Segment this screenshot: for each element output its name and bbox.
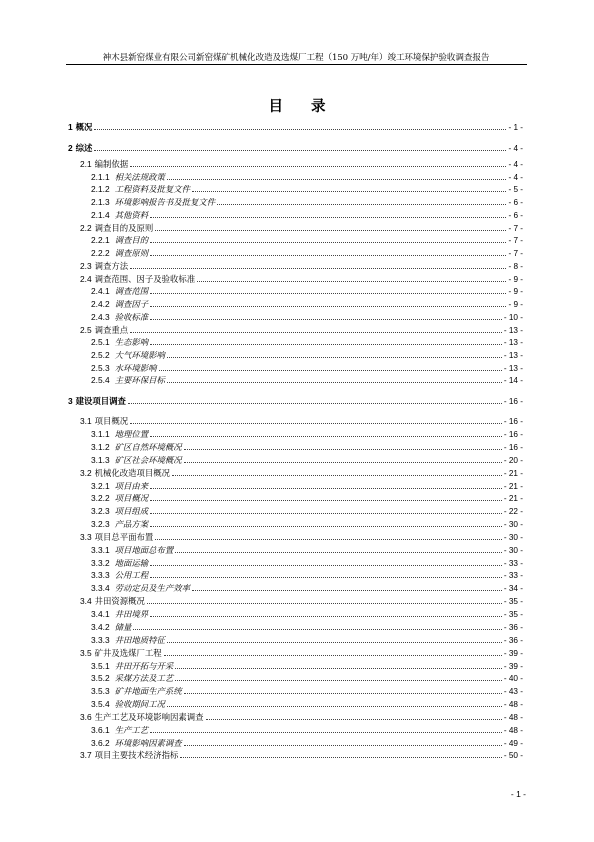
toc-entry-number: 3.5.2 bbox=[91, 673, 110, 683]
toc-entry-page: - 14 - bbox=[503, 376, 523, 385]
toc-entry[interactable] bbox=[68, 335, 523, 348]
toc-entry-page: - 16 - bbox=[503, 417, 523, 426]
toc-dot-leader bbox=[150, 216, 506, 218]
toc-entry[interactable] bbox=[68, 141, 523, 154]
toc-entry-label: 矿区自然环境概况 bbox=[114, 442, 182, 452]
toc-dot-leader bbox=[150, 564, 502, 566]
toc-entry-page: - 5 - bbox=[508, 185, 523, 194]
toc-entry-page: - 9 - bbox=[508, 275, 523, 284]
toc-entry-number: 3.3.3 bbox=[91, 635, 110, 645]
toc-entry[interactable] bbox=[68, 530, 523, 543]
toc-entry-label: 储量 bbox=[114, 622, 132, 632]
toc-entry-label: 项目由来 bbox=[114, 481, 149, 491]
toc-entry-page: - 6 - bbox=[508, 198, 523, 207]
toc-entry-page: - 10 - bbox=[503, 313, 523, 322]
toc-entry[interactable] bbox=[68, 259, 523, 272]
toc-entry[interactable] bbox=[68, 246, 523, 259]
toc-entry-label: 主要环保目标 bbox=[114, 375, 165, 385]
toc-entry-page: - 13 - bbox=[503, 338, 523, 347]
toc-entry-number: 2.2.1 bbox=[91, 235, 110, 245]
toc-entry-number: 2.1.4 bbox=[91, 210, 110, 220]
toc-dot-leader bbox=[94, 128, 506, 130]
toc-entry-label: 劳动定员及生产效率 bbox=[114, 583, 191, 593]
toc-entry-page: - 9 - bbox=[508, 287, 523, 296]
toc-entry-page: - 34 - bbox=[503, 584, 523, 593]
toc-entry-number: 3.5 bbox=[80, 648, 92, 658]
toc-dot-leader bbox=[147, 602, 502, 604]
toc-entry-number: 2.1.1 bbox=[91, 172, 110, 182]
toc-entry-number: 3 bbox=[68, 396, 73, 406]
toc-entry-label: 调查重点 bbox=[94, 325, 129, 335]
toc-entry-number: 3.5.3 bbox=[91, 686, 110, 696]
toc-dot-leader bbox=[155, 538, 502, 540]
toc-entry[interactable] bbox=[68, 607, 523, 620]
toc-entry-number: 2.1 bbox=[80, 159, 92, 169]
toc-dot-leader bbox=[164, 654, 502, 656]
toc-entry-page: - 33 - bbox=[503, 571, 523, 580]
toc-dot-leader bbox=[184, 461, 502, 463]
toc-entry-number: 1 bbox=[68, 122, 73, 132]
toc-entry-label: 采煤方法及工艺 bbox=[114, 673, 174, 683]
toc-entry-label: 调查原则 bbox=[114, 248, 149, 258]
toc-entry-page: - 50 - bbox=[503, 751, 523, 760]
toc-dot-leader bbox=[159, 369, 502, 371]
toc-entry-page: - 6 - bbox=[508, 211, 523, 220]
toc-entry-number: 3.7 bbox=[80, 750, 92, 760]
toc-entry[interactable] bbox=[68, 394, 523, 407]
toc-dot-leader bbox=[150, 318, 502, 320]
toc-entry[interactable] bbox=[68, 157, 523, 170]
header-rule bbox=[66, 64, 527, 65]
toc-entry[interactable] bbox=[68, 440, 523, 453]
toc-dot-leader bbox=[150, 487, 502, 489]
toc-entry[interactable] bbox=[68, 748, 523, 761]
toc-entry-page: - 20 - bbox=[503, 456, 523, 465]
toc-entry-label: 调查目的 bbox=[114, 235, 149, 245]
toc-entry-number: 3.2.1 bbox=[91, 481, 110, 491]
toc-entry-number: 3.4.1 bbox=[91, 609, 110, 619]
page-number: - 1 - bbox=[510, 789, 526, 799]
toc-entry-label: 水环境影响 bbox=[114, 363, 157, 373]
toc-dot-leader bbox=[172, 474, 502, 476]
toc-dot-leader bbox=[180, 756, 501, 758]
toc-entry-page: - 4 - bbox=[508, 173, 523, 182]
toc-entry-page: - 8 - bbox=[508, 262, 523, 271]
toc-entry-label: 调查因子 bbox=[114, 299, 149, 309]
toc-entry[interactable] bbox=[68, 195, 523, 208]
toc-entry-label: 验收标准 bbox=[114, 312, 149, 322]
toc-entry-number: 3.1.1 bbox=[91, 429, 110, 439]
toc-entry[interactable] bbox=[68, 310, 523, 323]
toc-entry-number: 2.2.2 bbox=[91, 248, 110, 258]
toc-dot-leader bbox=[150, 241, 506, 243]
toc-entry-label: 生产工艺 bbox=[114, 725, 149, 735]
toc-entry-page: - 30 - bbox=[503, 533, 523, 542]
toc-entry-page: - 22 - bbox=[503, 507, 523, 516]
toc-entry-page: - 30 - bbox=[503, 546, 523, 555]
toc-entry-number: 2.1.3 bbox=[91, 197, 110, 207]
toc-entry-page: - 43 - bbox=[503, 687, 523, 696]
toc-entry-page: - 21 - bbox=[503, 494, 523, 503]
toc-entry-page: - 4 - bbox=[508, 144, 523, 153]
toc-entry[interactable] bbox=[68, 297, 523, 310]
toc-entry[interactable] bbox=[68, 208, 523, 221]
toc-entry[interactable] bbox=[68, 233, 523, 246]
toc-entry-number: 3.3.2 bbox=[91, 558, 110, 568]
toc-dot-leader bbox=[133, 628, 501, 630]
toc-entry-page: - 16 - bbox=[503, 397, 523, 406]
toc-entry-page: - 7 - bbox=[508, 236, 523, 245]
toc-entry-label: 项目总平面布置 bbox=[94, 532, 154, 542]
toc-entry[interactable] bbox=[68, 284, 523, 297]
toc-entry[interactable] bbox=[68, 517, 523, 530]
toc-entry-page: - 4 - bbox=[508, 160, 523, 169]
toc-entry-label: 产品方案 bbox=[114, 519, 149, 529]
toc-dot-leader bbox=[175, 551, 502, 553]
toc-entry-page: - 7 - bbox=[508, 224, 523, 233]
toc-entry-label: 项目概况 bbox=[114, 493, 149, 503]
toc-entry-number: 2.4.2 bbox=[91, 299, 110, 309]
toc-dot-leader bbox=[167, 356, 502, 358]
toc-entry-label: 调查方法 bbox=[94, 261, 129, 271]
toc-entry-number: 3.1.2 bbox=[91, 442, 110, 452]
toc-dot-leader bbox=[217, 203, 506, 205]
toc-entry-label: 项目组成 bbox=[114, 506, 149, 516]
toc-entry-label: 机械化改造项目概况 bbox=[94, 468, 171, 478]
toc-entry-label: 地理位置 bbox=[114, 429, 149, 439]
toc-entry[interactable] bbox=[68, 543, 523, 556]
toc-entry-label: 调查目的及原则 bbox=[94, 223, 154, 233]
toc-entry-number: 2.4.1 bbox=[91, 286, 110, 296]
toc-entry-page: - 39 - bbox=[503, 662, 523, 671]
toc-dot-leader bbox=[175, 679, 502, 681]
toc-entry[interactable] bbox=[68, 697, 523, 710]
toc-entry-label: 建设项目调查 bbox=[75, 396, 126, 406]
title-char-1: 目 bbox=[268, 98, 283, 115]
toc-entry-number: 3.5.1 bbox=[91, 661, 110, 671]
toc-entry-page: - 48 - bbox=[503, 726, 523, 735]
toc-entry-number: 2 bbox=[68, 143, 73, 153]
toc-entry[interactable] bbox=[68, 646, 523, 659]
toc-entry[interactable] bbox=[68, 620, 523, 633]
toc-entry-number: 3.3.3 bbox=[91, 570, 110, 580]
toc-entry-label: 相关法规政策 bbox=[114, 172, 165, 182]
toc-entry-page: - 49 - bbox=[503, 739, 523, 748]
toc-dot-leader bbox=[130, 422, 502, 424]
toc-entry-number: 3.2 bbox=[80, 468, 92, 478]
page-title bbox=[0, 95, 594, 116]
toc-entry-page: - 30 - bbox=[503, 520, 523, 529]
toc-entry-page: - 36 - bbox=[503, 636, 523, 645]
toc-entry-number: 3.2.3 bbox=[91, 519, 110, 529]
toc-entry-page: - 33 - bbox=[503, 559, 523, 568]
toc-entry-label: 井田开拓与开采 bbox=[114, 661, 174, 671]
toc-dot-leader bbox=[150, 343, 502, 345]
toc-entry-number: 3.1.3 bbox=[91, 455, 110, 465]
toc-entry-number: 3.3.4 bbox=[91, 583, 110, 593]
toc-dot-leader bbox=[150, 292, 506, 294]
toc-entry-page: - 48 - bbox=[503, 700, 523, 709]
toc-entry[interactable] bbox=[68, 504, 523, 517]
toc-entry[interactable] bbox=[68, 466, 523, 479]
toc-entry-number: 2.5.1 bbox=[91, 337, 110, 347]
toc-entry-number: 2.2 bbox=[80, 223, 92, 233]
toc-entry-label: 项目主要技术经济指标 bbox=[94, 750, 179, 760]
toc-entry-number: 2.5.3 bbox=[91, 363, 110, 373]
toc-dot-leader bbox=[150, 731, 502, 733]
toc-entry[interactable] bbox=[68, 414, 523, 427]
toc-entry-label: 调查范围 bbox=[114, 286, 149, 296]
toc-entry-number: 2.5 bbox=[80, 325, 92, 335]
toc-dot-leader bbox=[150, 435, 502, 437]
toc-dot-leader bbox=[197, 280, 506, 282]
toc-entry-label: 工程资料及批复文件 bbox=[114, 184, 191, 194]
toc-dot-leader bbox=[184, 744, 502, 746]
toc-entry-label: 地面运输 bbox=[114, 558, 149, 568]
toc-entry-page: - 36 - bbox=[503, 623, 523, 632]
toc-entry[interactable] bbox=[68, 348, 523, 361]
toc-entry-label: 大气环境影响 bbox=[114, 350, 165, 360]
toc-entry-page: - 16 - bbox=[503, 430, 523, 439]
toc-dot-leader bbox=[192, 589, 502, 591]
toc-dot-leader bbox=[150, 576, 502, 578]
toc-dot-leader bbox=[167, 381, 502, 383]
toc-entry-number: 3.3.1 bbox=[91, 545, 110, 555]
toc-entry-label: 编制依据 bbox=[94, 159, 129, 169]
toc-entry[interactable] bbox=[68, 120, 523, 133]
toc-dot-leader bbox=[150, 615, 502, 617]
toc-entry-page: - 13 - bbox=[503, 351, 523, 360]
toc-entry-label: 井田资源概况 bbox=[94, 596, 145, 606]
toc-entry[interactable] bbox=[68, 594, 523, 607]
toc-entry[interactable] bbox=[68, 453, 523, 466]
toc-dot-leader bbox=[167, 178, 507, 180]
toc-entry-label: 调查范围、因子及验收标准 bbox=[94, 274, 196, 284]
toc-dot-leader bbox=[155, 229, 506, 231]
toc-dot-leader bbox=[130, 331, 502, 333]
toc-entry-page: - 21 - bbox=[503, 482, 523, 491]
toc-entry-number: 2.1.2 bbox=[91, 184, 110, 194]
toc-entry-number: 3.6 bbox=[80, 712, 92, 722]
toc-entry[interactable] bbox=[68, 671, 523, 684]
toc-entry-page: - 39 - bbox=[503, 649, 523, 658]
toc-entry[interactable] bbox=[68, 491, 523, 504]
toc-entry-page: - 21 - bbox=[503, 469, 523, 478]
toc-entry[interactable] bbox=[68, 427, 523, 440]
toc-entry-number: 3.4.2 bbox=[91, 622, 110, 632]
toc-entry-label: 环境影响报告书及批复文件 bbox=[114, 197, 216, 207]
toc-dot-leader bbox=[206, 718, 502, 720]
toc-entry-label: 环境影响因素调查 bbox=[114, 738, 182, 748]
toc-entry[interactable] bbox=[68, 684, 523, 697]
toc-entry[interactable] bbox=[68, 581, 523, 594]
toc-entry-page: - 48 - bbox=[503, 713, 523, 722]
toc-entry-label: 公用工程 bbox=[114, 570, 149, 580]
toc-dot-leader bbox=[150, 254, 506, 256]
toc-entry[interactable] bbox=[68, 710, 523, 723]
toc-entry-page: - 13 - bbox=[503, 364, 523, 373]
toc-entry-number: 2.4 bbox=[80, 274, 92, 284]
toc-entry-label: 井田境界 bbox=[114, 609, 149, 619]
toc-entry-label: 矿井地面生产系统 bbox=[114, 686, 182, 696]
toc-entry-number: 2.4.3 bbox=[91, 312, 110, 322]
toc-entry-number: 3.2.2 bbox=[91, 493, 110, 503]
toc-entry-page: - 35 - bbox=[503, 597, 523, 606]
toc-entry-page: - 1 - bbox=[508, 123, 523, 132]
toc-entry-number: 3.2.3 bbox=[91, 506, 110, 516]
title-char-2: 录 bbox=[311, 98, 326, 115]
toc-dot-leader bbox=[150, 512, 502, 514]
toc-entry-label: 生产工艺及环境影响因素调查 bbox=[94, 712, 204, 722]
toc-entry-number: 2.5.4 bbox=[91, 375, 110, 385]
toc-dot-leader bbox=[184, 692, 502, 694]
toc-entry-number: 2.3 bbox=[80, 261, 92, 271]
toc-entry-label: 生态影响 bbox=[114, 337, 149, 347]
toc-dot-leader bbox=[150, 525, 502, 527]
toc-entry[interactable] bbox=[68, 182, 523, 195]
toc-entry-page: - 9 - bbox=[508, 300, 523, 309]
toc-dot-leader bbox=[167, 705, 502, 707]
toc-entry-label: 项目概况 bbox=[94, 416, 129, 426]
toc-dot-leader bbox=[130, 267, 506, 269]
toc-dot-leader bbox=[150, 499, 502, 501]
toc-entry-number: 3.4 bbox=[80, 596, 92, 606]
toc-entry-number: 2.5.2 bbox=[91, 350, 110, 360]
toc-entry-label: 井田地质特征 bbox=[114, 635, 165, 645]
toc-entry-page: - 13 - bbox=[503, 326, 523, 335]
toc-entry-number: 3.5.4 bbox=[91, 699, 110, 709]
toc-dot-leader bbox=[175, 667, 502, 669]
toc-entry-label: 概况 bbox=[75, 122, 93, 132]
toc-dot-leader bbox=[150, 305, 506, 307]
toc-dot-leader bbox=[130, 165, 506, 167]
toc-dot-leader bbox=[167, 641, 502, 643]
toc-entry-label: 其他资料 bbox=[114, 210, 149, 220]
toc-entry[interactable] bbox=[68, 723, 523, 736]
toc-entry[interactable] bbox=[68, 373, 523, 386]
toc-dot-leader bbox=[128, 402, 502, 404]
toc-entry-label: 矿井及选煤厂工程 bbox=[94, 648, 162, 658]
toc-entry-number: 3.6.2 bbox=[91, 738, 110, 748]
toc-entry-page: - 35 - bbox=[503, 610, 523, 619]
toc-entry-label: 矿区社会环境概况 bbox=[114, 455, 182, 465]
running-header: 神木县新窑煤业有限公司新窑煤矿机械化改造及选煤厂工程（150 万吨/年）竣工环境保护验收调查报告 bbox=[102, 53, 490, 63]
toc-entry[interactable] bbox=[68, 633, 523, 646]
toc-entry-page: - 40 - bbox=[503, 674, 523, 683]
toc-entry-page: - 16 - bbox=[503, 443, 523, 452]
toc-entry-label: 综述 bbox=[75, 143, 93, 153]
toc-entry-label: 项目地面总布置 bbox=[114, 545, 174, 555]
toc-entry-number: 3.3 bbox=[80, 532, 92, 542]
toc-entry-label: 验收期间工况 bbox=[114, 699, 165, 709]
toc-dot-leader bbox=[192, 190, 506, 192]
toc-entry[interactable] bbox=[68, 568, 523, 581]
toc-entry-number: 3.6.1 bbox=[91, 725, 110, 735]
toc-entry-number: 3.1 bbox=[80, 416, 92, 426]
toc-entry-page: - 7 - bbox=[508, 249, 523, 258]
toc-dot-leader bbox=[184, 448, 502, 450]
toc-dot-leader bbox=[94, 149, 506, 151]
